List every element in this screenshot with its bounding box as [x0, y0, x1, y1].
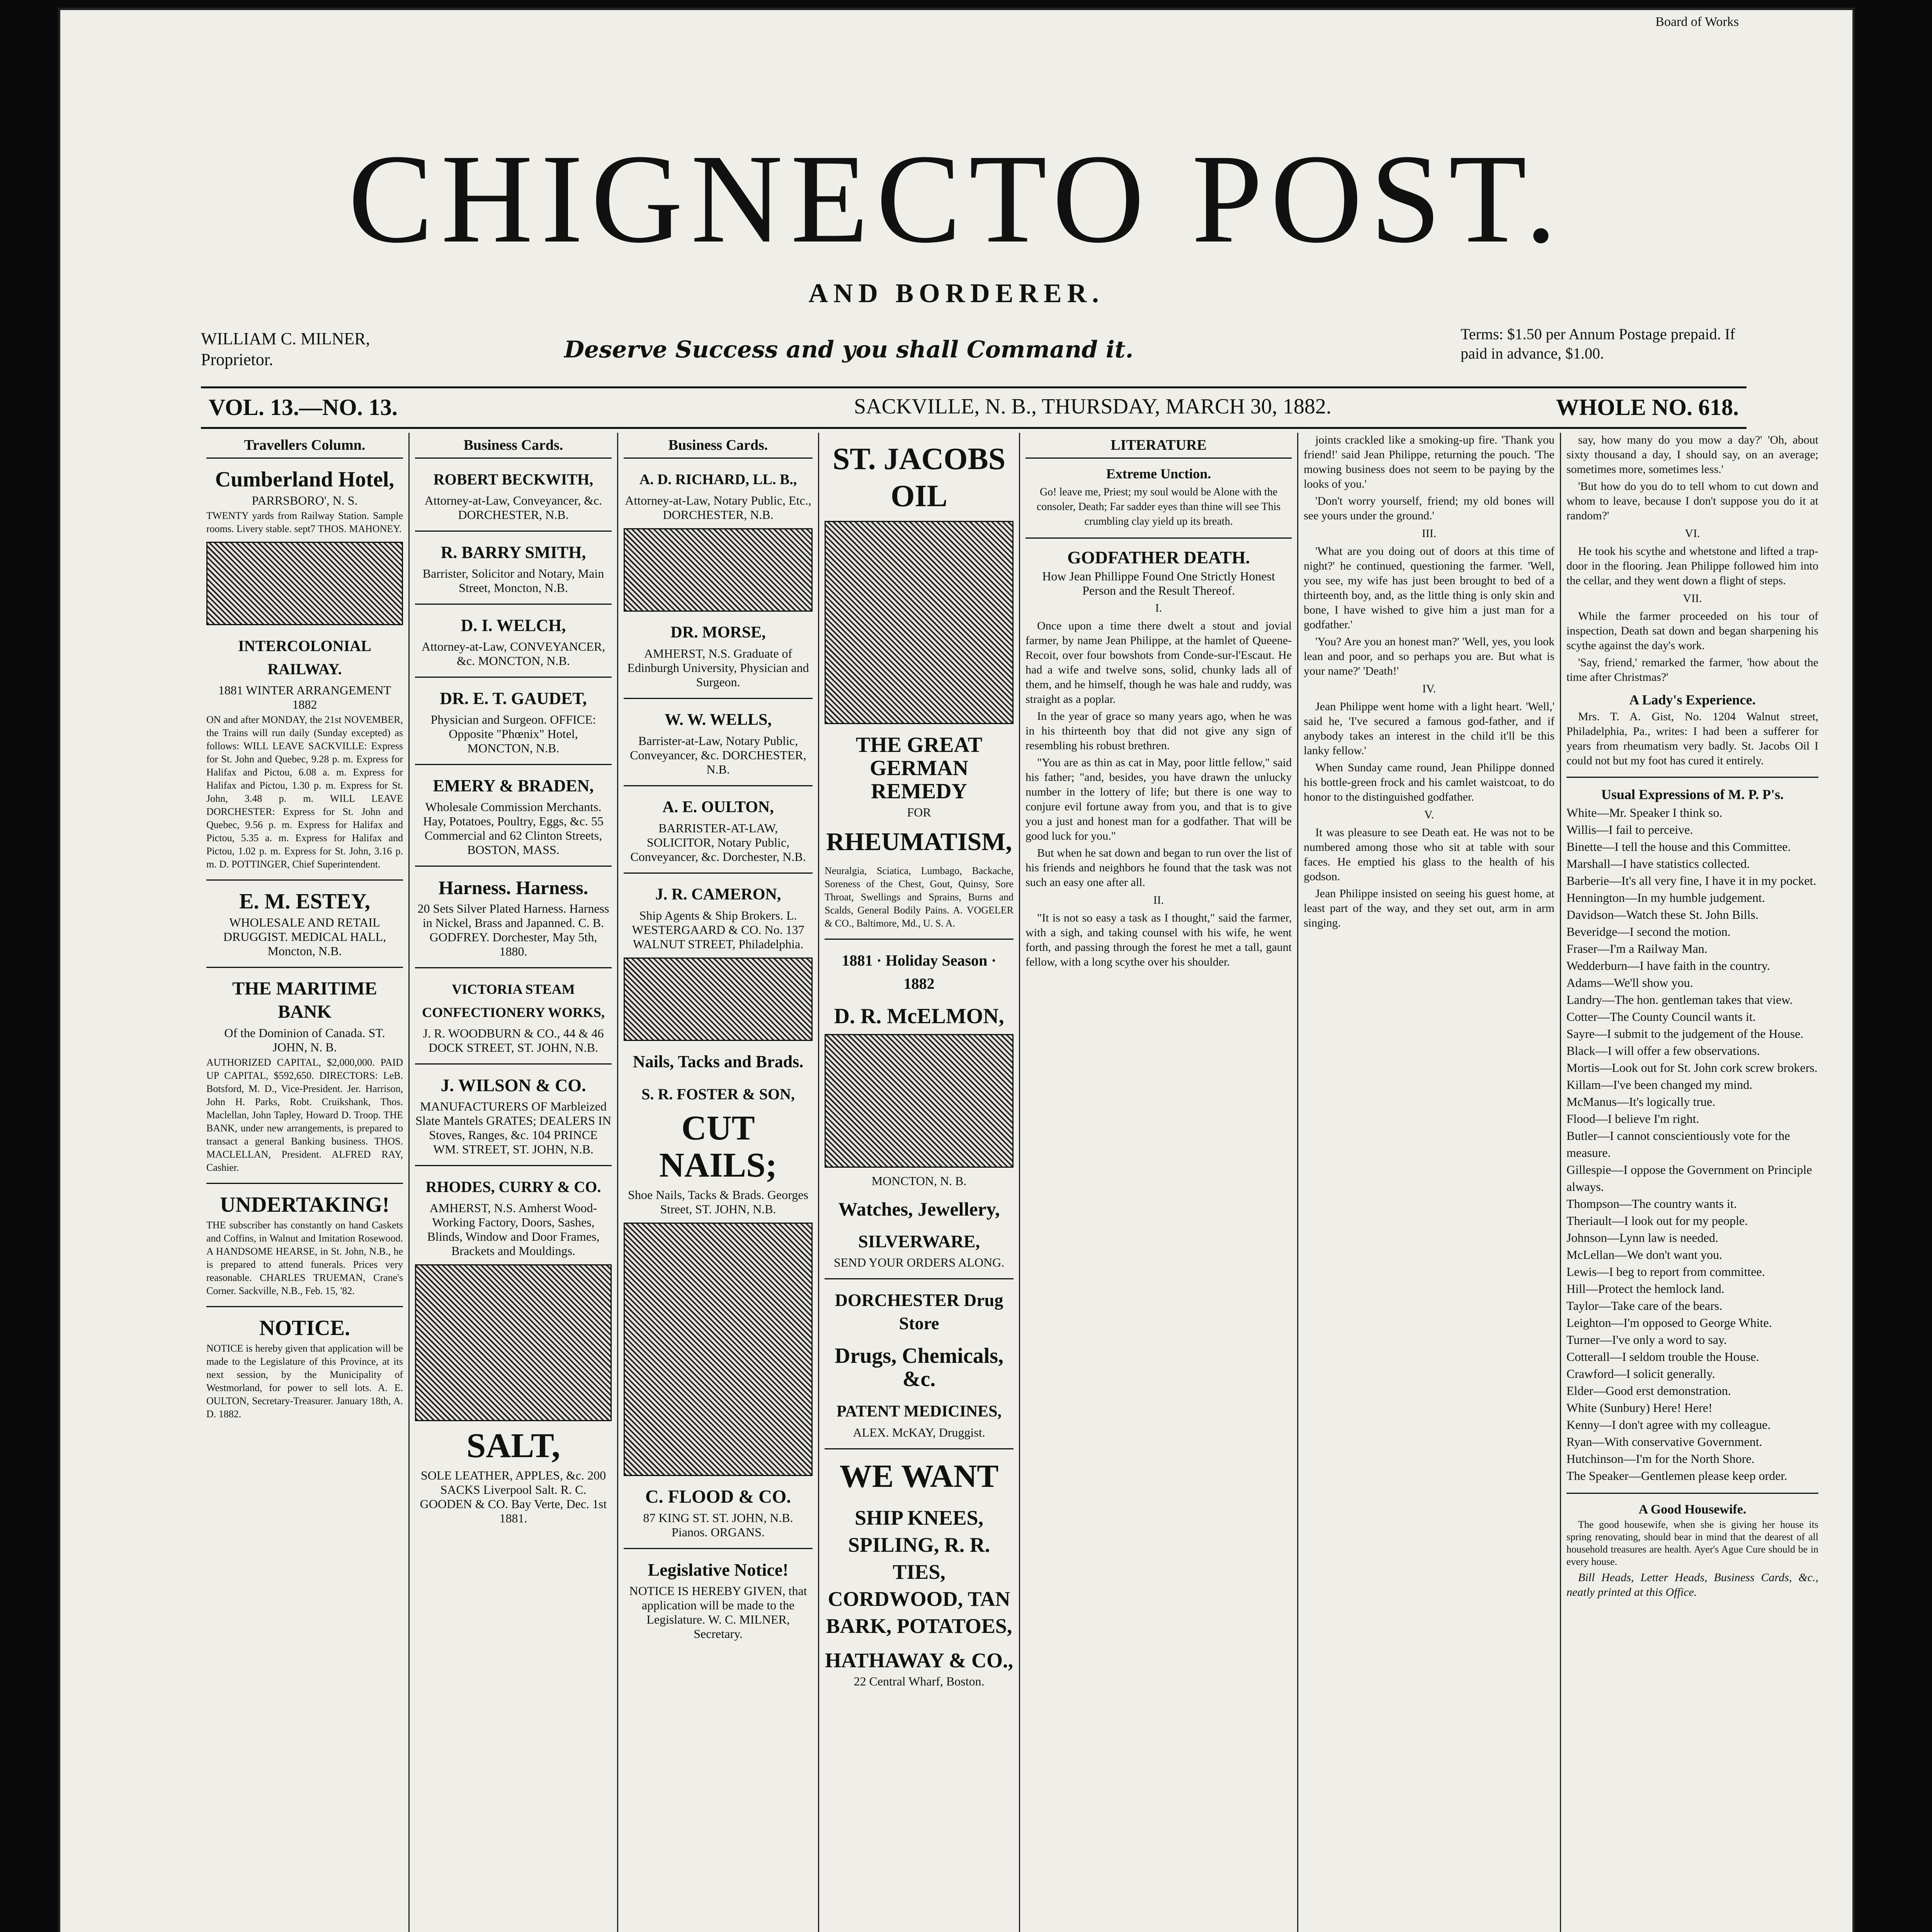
column-header: Business Cards.: [624, 433, 813, 459]
story-paragraph: Jean Philippe insisted on seeing his guest home, at least part of the way, and they set out, arm in arm singing.: [1304, 887, 1554, 929]
we-want-title: WE WANT: [839, 1458, 999, 1494]
bank-text: AUTHORIZED CAPITAL, $2,000,000. PAID UP CAPITAL, $592,650. DIRECTORS: LeB. Botsford, M. D., Vice-President. Jer. Harrison, John H. Parks, Robt. Cruikshank, Thos. Maclellan, John Tapley, Howard D. Troop. THE BANK, under new arrangements, is prepared to transact a general Banking business. THOS. MACLELLAN, President. ALFRED RAY, Cashier.: [206, 1057, 403, 1173]
card-text: Barrister, Solicitor and Notary, Main Street, Moncton, N.B.: [422, 566, 604, 595]
expression-item: Davidson—Watch these St. John Bills.: [1566, 908, 1759, 922]
column-travellers: [201, 433, 410, 1932]
story-paragraph: "You are as thin as cat in May, poor little fellow," said his father; "and, besides, you have drawn the unlucky number in the lottery of life; but there is one way to conjure evil fortune away from you, and that is to give you a just and honest man for a godfather. That will be good luck for you.": [1026, 756, 1292, 842]
organ-engraving: [624, 1223, 813, 1476]
column-header: Business Cards.: [415, 433, 612, 459]
patent-title: PATENT MEDICINES,: [836, 1403, 1002, 1420]
expression-item: Killam—I've been changed my mind.: [1566, 1078, 1753, 1092]
card-text: AMHERST, N.S. Amherst Wood-Working Factory, Doors, Sashes, Blinds, Window and Door Frames, Brackets and Mouldings.: [427, 1201, 600, 1258]
motto-row: [201, 317, 1739, 383]
card-name: ROBERT BECKWITH,: [433, 471, 594, 488]
card-text: Physician and Surgeon. OFFICE: Opposite "Phœnix" Hotel, MONCTON, N.B.: [430, 713, 596, 755]
section-number: I.: [1155, 602, 1162, 614]
card-name: Legislative Notice!: [648, 1560, 789, 1580]
card-name: R. BARRY SMITH,: [440, 543, 586, 562]
column-story-continued: [1298, 433, 1561, 1932]
expression-item: Cotter—The County Council wants it.: [1566, 1010, 1756, 1024]
divider: [206, 1306, 403, 1307]
card-text: Attorney-at-Law, Notary Public, Etc., DORCHESTER, N.B.: [625, 493, 811, 522]
story-paragraph: When Sunday came round, Jean Philippe donned his bottle-green frock and his camlet waistcoat, to do honor to the distinguished godfather.: [1304, 761, 1554, 803]
expressions-list: [1566, 804, 1818, 1484]
expression-item: Marshall—I have statistics collected.: [1566, 857, 1750, 871]
for-label: FOR: [907, 805, 931, 819]
expression-item: Thompson—The country wants it.: [1566, 1197, 1737, 1211]
expression-item: Ryan—With conservative Government.: [1566, 1435, 1762, 1449]
expression-item: Mortis—Look out for St. John cork screw brokers.: [1566, 1061, 1818, 1075]
expression-item: Johnson—Lynn law is needed.: [1566, 1231, 1718, 1245]
divider: [825, 1448, 1014, 1449]
engraver-sign-engraving: [624, 957, 813, 1041]
divider: [415, 1165, 612, 1166]
drugs-title: Drugs, Chemicals, &c.: [834, 1344, 1004, 1391]
divider: [415, 531, 612, 532]
column-business-cards-2: [618, 433, 819, 1932]
section-number: VII.: [1683, 592, 1702, 605]
divider: [415, 604, 612, 605]
expression-item: Butler—I cannot conscientiously vote for the measure.: [1566, 1129, 1790, 1160]
column-header: Travellers Column.: [206, 433, 403, 459]
column-business-cards-1: [410, 433, 618, 1932]
hathaway-address: 22 Central Wharf, Boston.: [854, 1674, 985, 1688]
card-name: D. I. WELCH,: [461, 616, 566, 635]
bank-sub: Of the Dominion of Canada. ST. JOHN, N. B.: [224, 1026, 385, 1054]
terms: Terms: $1.50 per Annum Postage prepaid. If paid in advance, $1.00.: [1461, 325, 1735, 362]
train-schedule: ON and after MONDAY, the 21st NOVEMBER, the Trains will run daily (Sunday excepted) as follows: WILL LEAVE SACKVILLE: Express for St. John and Quebec, 9.28 p. m. Express for Halifax and Pictou, 6.08 a. m. Express for Halifax and Pictou, 1.30 p. m. Express for St. John, 3.48 p. m. WILL LEAVE DORCHESTER: Express for St. John and Quebec, 9.56 p. m. Express for Halifax and Pictou, 5.35 a. m. Express for Halifax and Pictou, 1.02 p. m. Express for St. John, 3.16 p. m. D. POTTINGER, Chief Superintendent.: [206, 714, 403, 870]
column-header: LITERATURE: [1026, 433, 1292, 459]
silverware-title: SILVERWARE,: [858, 1231, 980, 1251]
publisher: [201, 328, 370, 370]
poem-text: Go! leave me, Priest; my soul would be Alone with the consoler, Death; Far sadder eyes than thine will see This crumbling clay yield up its breath.: [1036, 486, 1281, 527]
expression-item: Wedderburn—I have faith in the country.: [1566, 959, 1770, 973]
rheumatism-text: Neuralgia, Sciatica, Lumbago, Backache, Soreness of the Chest, Gout, Quinsy, Sore Throat, Swellings and Sprains, Burns and Scalds, General Bodily Pains. A. VOGELER & CO., Baltimore, Md., U. S. A.: [825, 865, 1014, 929]
card-text: Shoe Nails, Tacks & Brads. Georges Street, ST. JOHN, N.B.: [628, 1188, 808, 1216]
footer-note: Bill Heads, Letter Heads, Business Cards, &c., neatly printed at this Office.: [1566, 1571, 1818, 1599]
card-name: J. WILSON & CO.: [440, 1075, 586, 1095]
mcelmon-place: MONCTON, N. B.: [871, 1174, 967, 1188]
divider: [415, 866, 612, 867]
divider: [1566, 1493, 1818, 1494]
volume-number: VOL. 13.—NO. 13.: [209, 395, 398, 420]
want-list: SHIP KNEES, SPILING, R. R. TIES, CORDWOOD, TAN BARK, POTATOES,: [826, 1506, 1012, 1638]
column-miscellany: [1561, 433, 1824, 1932]
housewife-title: A Good Housewife.: [1638, 1502, 1747, 1517]
masthead-title: CHIGNECTO POST.: [348, 128, 1565, 269]
divider: [415, 677, 612, 678]
story-subtitle: How Jean Phillippe Found One Strictly Honest Person and the Result Thereof.: [1042, 569, 1275, 597]
expression-item: Adams—We'll show you.: [1566, 976, 1693, 990]
expression-item: The Speaker—Gentlemen please keep order.: [1566, 1469, 1787, 1483]
card-text: BARRISTER-AT-LAW, SOLICITOR, Notary Public, Conveyancer, &c. Dorchester, N.B.: [630, 821, 806, 864]
undertaking-text: THE subscriber has constantly on hand Caskets and Coffins, in Walnut and Imitation Rosewood. A HANDSOME HEARSE, in St. John, N.B., he is prepared to attend funerals. Prices very reasonable. CHARLES TRUEMAN, Crane's Corner. Sackville, N.B., Feb. 15, '82.: [206, 1219, 403, 1296]
card-text: 87 KING ST. ST. JOHN, N.B. Pianos. ORGANS.: [643, 1511, 793, 1539]
card-name: A. D. RICHARD, LL. B.,: [639, 471, 797, 488]
divider: [415, 967, 612, 968]
winter-arrangement: 1881 WINTER ARRANGEMENT 1882: [218, 683, 391, 711]
story-paragraph: 'But how do you do to tell whom to cut down and whom to leave, because I don't suppose you do it at random?': [1566, 480, 1818, 522]
expression-item: Binette—I tell the house and this Committee.: [1566, 840, 1791, 854]
divider: [624, 785, 813, 786]
story-paragraph: Jean Philippe went home with a light heart. 'Well,' said he, 'I've secured a famous god-father, and if anybody takes an interest in the child it'll be this lanky fellow.': [1304, 700, 1554, 757]
divider: [415, 1063, 612, 1065]
story-paragraph: In the year of grace so many years ago, when he was in his thirteenth boy that did not give any sign of resembling his robust brethren.: [1026, 710, 1292, 752]
card-text: MANUFACTURERS OF Marbleized Slate Mantels GRATES; DEALERS IN Stoves, Ranges, &c. 104 PRINCE WM. STREET, ST. JOHN, N.B.: [415, 1099, 611, 1156]
story-paragraph: He took his scythe and whetstone and lifted a trap-door in the flooring. Jean Philippe followed him into the cellar, and they went down a flight of steps.: [1566, 545, 1818, 587]
estey-name: E. M. ESTEY,: [239, 889, 370, 913]
expression-item: Leighton—I'm opposed to George White.: [1566, 1316, 1772, 1330]
railway-ticket-engraving: [206, 542, 403, 625]
expression-item: Kenny—I don't agree with my colleague.: [1566, 1418, 1771, 1432]
expression-item: McManus—It's logically true.: [1566, 1095, 1716, 1109]
expression-item: White—Mr. Speaker I think so.: [1566, 806, 1723, 820]
columns: [201, 433, 1824, 1932]
expressions-title: Usual Expressions of M. P. P's.: [1601, 787, 1784, 802]
publisher-name: WILLIAM C. MILNER,: [201, 329, 370, 348]
hotel-text: TWENTY yards from Railway Station. Sample rooms. Livery stable. sept7 THOS. MAHONEY.: [206, 510, 403, 534]
dateline: [201, 386, 1747, 429]
st-jacobs-engraving: [825, 521, 1014, 724]
whole-number: WHOLE NO. 618.: [1556, 395, 1739, 420]
holiday-season: 1881 · Holiday Season · 1882: [842, 952, 997, 992]
story-paragraph: joints crackled like a smoking-up fire. 'Thank you friend!' said Jean Philippe, returning the pouch. 'The mowing business does not seem to be paying by the looks of you.': [1304, 434, 1554, 490]
watch-engraving: [825, 1034, 1014, 1168]
section-number: II.: [1153, 894, 1164, 906]
card-name: J. R. CAMERON,: [655, 886, 781, 903]
issue-date: SACKVILLE, N. B., THURSDAY, MARCH 30, 1882.: [854, 395, 1332, 418]
story-paragraph: 'Don't worry yourself, friend; my old bones will see yours under the ground.': [1304, 495, 1554, 522]
section-number: VI.: [1685, 527, 1700, 540]
expression-item: Landry—The hon. gentleman takes that view.: [1566, 993, 1793, 1007]
expression-item: Sayre—I submit to the judgement of the House.: [1566, 1027, 1804, 1041]
card-name: VICTORIA STEAM CONFECTIONERY WORKS,: [422, 981, 605, 1020]
card-name: Nails, Tacks and Brads.: [633, 1052, 804, 1071]
rheumatism-title: RHEUMATISM,: [826, 828, 1012, 856]
card-name: SALT,: [466, 1427, 560, 1465]
section-number: IV.: [1422, 682, 1436, 695]
card-name: W. W. WELLS,: [665, 711, 772, 729]
divider: [624, 872, 813, 874]
divider: [825, 939, 1014, 940]
expression-item: Hill—Protect the hemlock land.: [1566, 1282, 1725, 1296]
expression-item: Willis—I fail to perceive.: [1566, 823, 1693, 837]
remedy-title: THE GREAT GERMAN REMEDY: [855, 733, 983, 803]
lady-experience-title: A Lady's Experience.: [1629, 692, 1756, 707]
card-name: C. FLOOD & CO.: [645, 1486, 791, 1507]
organ-engraving: [415, 1264, 612, 1421]
estey-sub: WHOLESALE AND RETAIL DRUGGIST. MEDICAL HALL, Moncton, N.B.: [223, 915, 386, 958]
story-paragraph: Once upon a time there dwelt a stout and jovial farmer, by name Jean Philippe, at the hamlet of Queene-Recoit, over four bowshots from Conde-sur-l'Escaut. He had a wife and twelve sons, solid, chunky lads all of them, and he himself, though he was hale and ruddy, was straight as a poplar.: [1026, 619, 1292, 706]
card-text: 20 Sets Silver Plated Harness. Harness in Nickel, Brass and Japanned. C. B. GODFREY. Dorchester, May 5th, 1880.: [417, 901, 609, 958]
housewife-text: The good housewife, when she is giving her house its spring renovating, should bear in mind that the dearest of all household treasures are health. Ayer's Ague Cure should be in every house.: [1566, 1519, 1818, 1567]
section-number: III.: [1422, 527, 1437, 540]
card-name: CUT NAILS;: [659, 1109, 777, 1184]
card-text: AMHERST, N.S. Graduate of Edinburgh University, Physician and Surgeon.: [627, 646, 809, 689]
story-paragraph: 'What are you doing out of doors at this time of night?' he continued, questioning the farmer. 'Well, you see, my wife has just been brought to bed of a thirteenth boy, and, as the little thing is only skin and bone, I have wished to give him a just man for a godfather.': [1304, 545, 1554, 631]
card-text: Ship Agents & Ship Brokers. L. WESTERGAARD & CO. No. 137 WALNUT STREET, Philadelphia.: [632, 908, 804, 951]
divider: [206, 1183, 403, 1184]
watches-title: Watches, Jewellery,: [838, 1198, 1000, 1220]
section-number: V.: [1424, 808, 1434, 821]
story-paragraph: "It is not so easy a task as I thought," said the farmer, with a sigh, and taking counsel with his wife, he went forth, and passing through the forest he met a tall, gaunt fellow, with a long scythe over his shoulder.: [1026, 912, 1292, 968]
card-name: EMERY & BRADEN,: [433, 776, 594, 795]
story-paragraph: say, how many do you mow a day?' 'Oh, about sixty thousand a day, I should say, on an average; sometimes more, sometimes less.': [1566, 434, 1818, 476]
card-text: Barrister-at-Law, Notary Public, Conveyancer, &c. DORCHESTER, N.B.: [630, 734, 806, 776]
card-name: Harness. Harness.: [438, 877, 588, 898]
card-text: NOTICE IS HEREBY GIVEN, that application will be made to the Legislature. W. C. MILNER, Secretary.: [629, 1584, 807, 1641]
expression-item: Hutchinson—I'm for the North Shore.: [1566, 1452, 1755, 1466]
mcelmon-name: D. R. McELMON,: [834, 1004, 1004, 1028]
card-text: J. R. WOODBURN & CO., 44 & 46 DOCK STREET, ST. JOHN, N.B.: [423, 1026, 604, 1054]
divider: [206, 879, 403, 881]
st-jacobs-brand: ST. JACOBS OIL: [832, 442, 1006, 513]
expression-item: Theriault—I look out for my people.: [1566, 1214, 1748, 1228]
expression-item: Lewis—I beg to report from committee.: [1566, 1265, 1765, 1279]
orders-line: SEND YOUR ORDERS ALONG.: [833, 1255, 1005, 1269]
card-text: SOLE LEATHER, APPLES, &c. 200 SACKS Liverpool Salt. R. C. GOODEN & CO. Bay Verte, Dec. 1st 1881.: [420, 1468, 607, 1525]
divider: [1026, 537, 1292, 539]
notice-text: NOTICE is hereby given that application will be made to the Legislature of this Province, at its next session, by the Municipality of Westmorland, for power to sell lots. A. E. OULTON, Secretary-Treasurer. January 18th, A. D. 1882.: [206, 1343, 403, 1420]
divider: [206, 967, 403, 968]
column-literature: [1020, 433, 1298, 1932]
motto: Deserve Success and you shall Command it.: [564, 336, 1134, 363]
card-text: Wholesale Commission Merchants. Hay, Potatoes, Poultry, Eggs, &c. 55 Commercial and 62 Clinton Streets, BOSTON, MASS.: [423, 800, 604, 857]
poem-title: Extreme Unction.: [1106, 466, 1211, 481]
expression-item: Gillespie—I oppose the Government on Principle always.: [1566, 1163, 1812, 1194]
card-name: DR. E. T. GAUDET,: [440, 689, 587, 708]
story-paragraph: 'You? Are you an honest man?' 'Well, yes, you look lean and poor, and so perhaps you are. But what is your name?' 'Death!': [1304, 635, 1554, 677]
eye-ear-engraving: [624, 528, 813, 612]
expression-item: Elder—Good erst demonstration.: [1566, 1384, 1731, 1398]
railway-title: INTERCOLONIAL RAILWAY.: [238, 637, 371, 678]
story-paragraph: While the farmer proceeded on his tour of inspection, Death sat down and began sharpening his scythe against the day's work.: [1566, 610, 1818, 652]
divider: [415, 764, 612, 765]
expression-item: Taylor—Take care of the bears.: [1566, 1299, 1723, 1313]
divider: [624, 1548, 813, 1549]
expression-item: White (Sunbury) Here! Here!: [1566, 1401, 1713, 1415]
card-name: DR. MORSE,: [670, 624, 766, 641]
expression-item: Flood—I believe I'm right.: [1566, 1112, 1699, 1126]
expression-item: McLellan—We don't want you.: [1566, 1248, 1723, 1262]
expression-item: Crawford—I solicit generally.: [1566, 1367, 1715, 1381]
lady-experience-text: Mrs. T. A. Gist, No. 1204 Walnut street, Philadelphia, Pa., writes: I had been a sufferer for years from rheumatism very badly. St. Jacobs Oil I could not but my foot has cured it entirely.: [1566, 710, 1818, 767]
mckay-name: ALEX. McKAY, Druggist.: [853, 1425, 985, 1439]
masthead-subtitle: AND BORDERER.: [808, 279, 1104, 308]
card-name: S. R. FOSTER & SON,: [641, 1085, 795, 1103]
story-paragraph: It was pleasure to see Death eat. He was not to be numbered among those who sit at table with sour faces. He emptied his glass to the health of his godson.: [1304, 826, 1554, 883]
story-paragraph: 'Say, friend,' remarked the farmer, 'how about the time after Christmas?': [1566, 656, 1818, 684]
column-advertisements: [819, 433, 1020, 1932]
undertaking-title: UNDERTAKING!: [220, 1193, 389, 1217]
newspaper-page: [58, 8, 1855, 1932]
hathaway-name: HATHAWAY & CO.,: [825, 1649, 1014, 1672]
story-title: GODFATHER DEATH.: [1067, 548, 1250, 567]
expression-item: Fraser—I'm a Railway Man.: [1566, 942, 1708, 956]
expression-item: Beveridge—I second the motion.: [1566, 925, 1731, 939]
expression-item: Black—I will offer a few observations.: [1566, 1044, 1760, 1058]
drug-store-title: DORCHESTER Drug Store: [835, 1290, 1003, 1333]
expression-item: Hennington—In my humble judgement.: [1566, 891, 1765, 905]
expression-item: Barberie—It's all very fine, I have it in my pocket.: [1566, 874, 1816, 888]
hotel-name: Cumberland Hotel,: [215, 468, 395, 492]
notice-title: NOTICE.: [259, 1316, 350, 1340]
card-text: Attorney-at-Law, Conveyancer, &c. DORCHESTER, N.B.: [424, 493, 602, 522]
divider: [1566, 777, 1818, 778]
hotel-place: PARRSBORO', N. S.: [252, 493, 358, 507]
card-text: Attorney-at-Law, CONVEYANCER, &c. MONCTON, N.B.: [421, 639, 605, 668]
card-name: A. E. OULTON,: [662, 798, 774, 816]
divider: [624, 698, 813, 699]
expression-item: Turner—I've only a word to say.: [1566, 1333, 1727, 1347]
publisher-role: Proprietor.: [201, 350, 273, 369]
card-name: RHODES, CURRY & CO.: [425, 1178, 601, 1196]
story-paragraph: But when he sat down and began to run over the list of his friends and neighbors he found that the task was not such an easy one after all.: [1026, 847, 1292, 889]
bank-name: THE MARITIME BANK: [232, 978, 377, 1022]
expression-item: Cotterall—I seldom trouble the House.: [1566, 1350, 1759, 1364]
top-label: Board of Works: [1655, 15, 1739, 29]
divider: [825, 1278, 1014, 1279]
